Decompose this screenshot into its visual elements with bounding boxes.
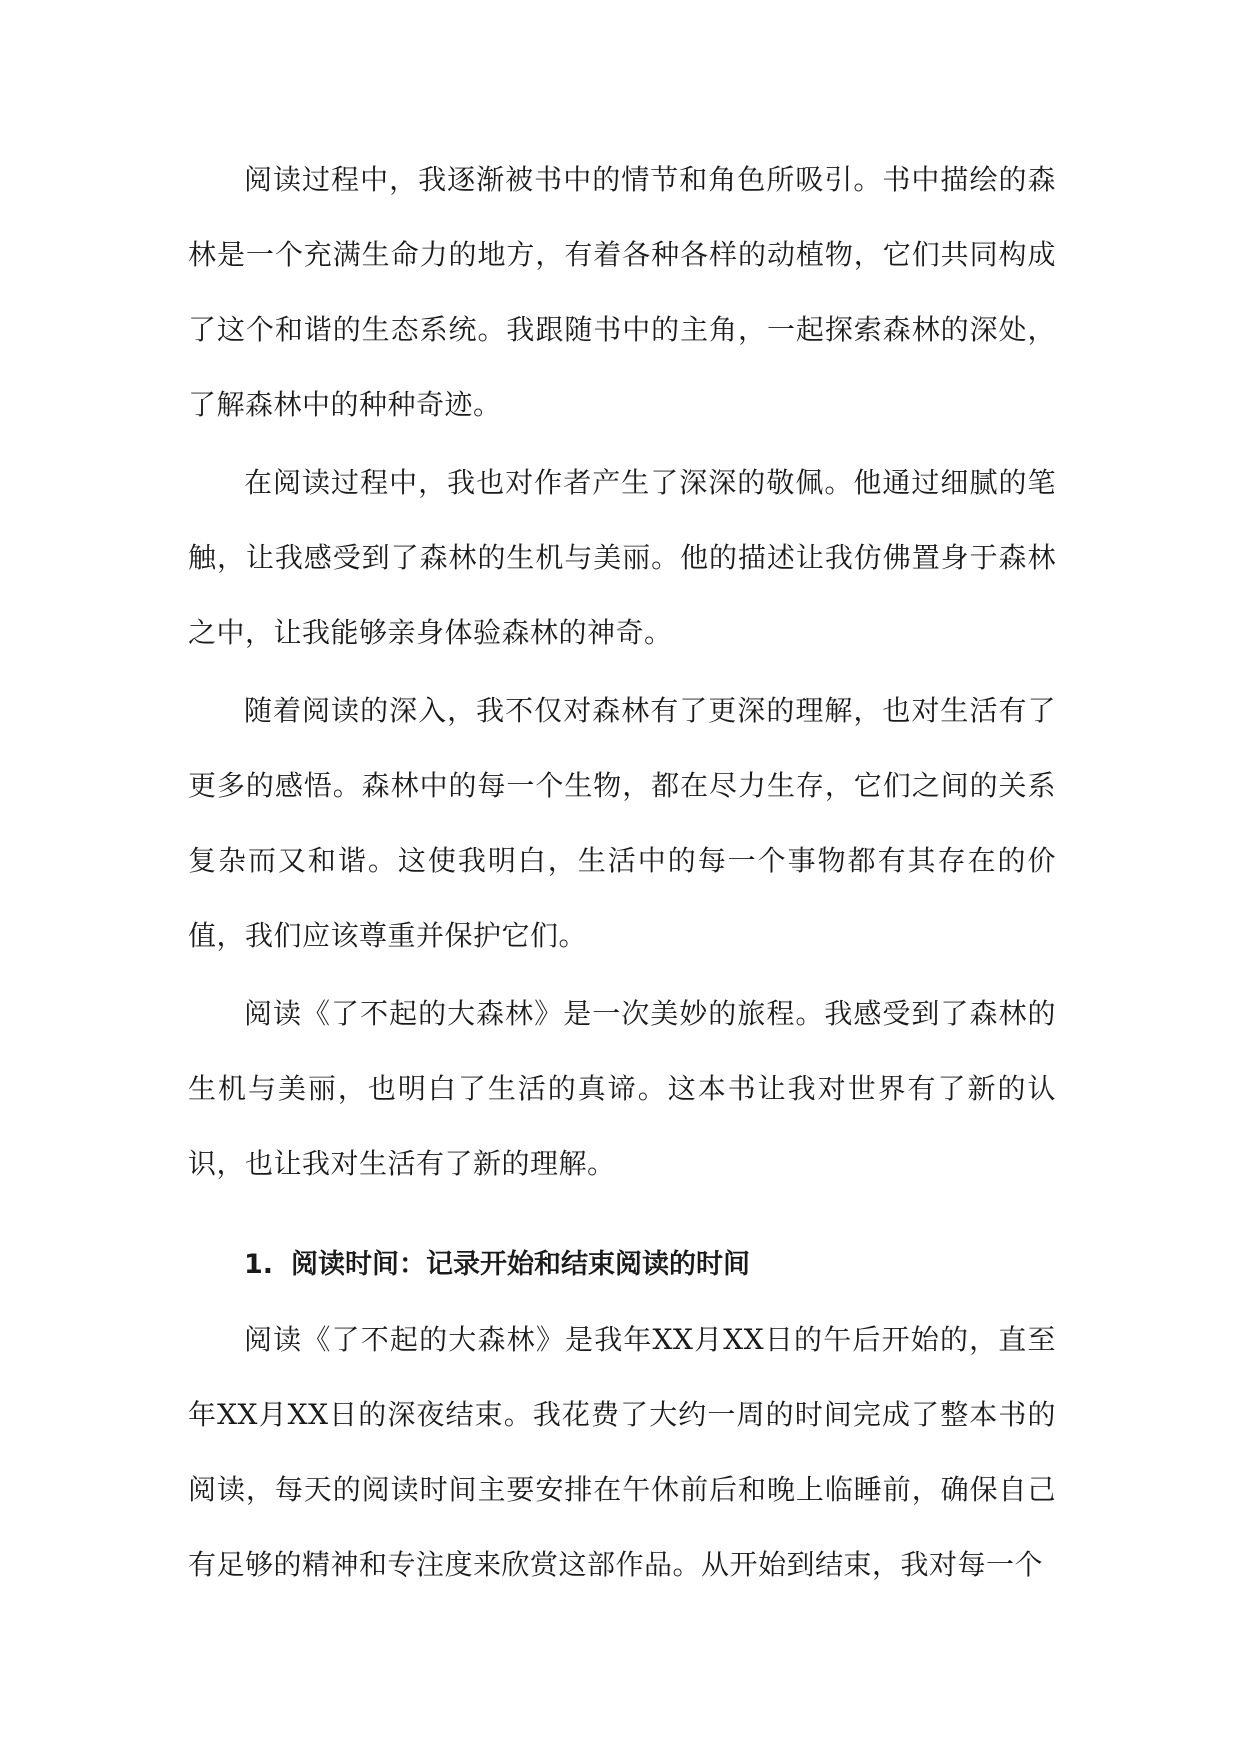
document-body <box>188 142 1056 1605</box>
section-heading-number: 1. <box>244 1249 274 1280</box>
paragraph-summary: 阅读《了不起的大森林》是一次美妙的旅程。我感受到了森林的生机与美丽，也明白了生活的真谛。这本书让我对世界有了新的认识，也让我对生活有了新的理解。 <box>188 997 1056 1180</box>
paragraph-reading-process: 阅读过程中，我逐渐被书中的情节和角色所吸引。书中描绘的森林是一个充满生命力的地方，有着各种各样的动植物，它们共同构成了这个和谐的生态系统。我跟随书中的主角，一起探索森林的深处，了解森林中的种种奇迹。 <box>188 163 1056 421</box>
section-heading-text: 阅读时间：记录开始和结束阅读的时间 <box>291 1249 751 1280</box>
paragraph-admiration: 在阅读过程中，我也对作者产生了深深的敬佩。他通过细腻的笔触，让我感受到了森林的生机与美丽。他的描述让我仿佛置身于森林之中，让我能够亲身体验森林的神奇。 <box>188 466 1056 649</box>
section-heading <box>188 1227 1056 1302</box>
paragraph-insight: 随着阅读的深入，我不仅对森林有了更深的理解，也对生活有了更多的感悟。森林中的每一个生物，都在尽力生存，它们之间的关系复杂而又和谐。这使我明白，生活中的每一个事物都有其存在的价值，我们应该尊重并保护它们。 <box>188 694 1056 952</box>
paragraph-reading-time: 阅读《了不起的大森林》是我年XX月XX日的午后开始的，直至年XX月XX日的深夜结束。我花费了大约一周的时间完成了整本书的阅读，每天的阅读时间主要安排在午休前后和晚上临睡前，确保自己有足够的精神和专注度来欣赏这部作品。从开始到结束，我对每一个 <box>188 1323 1056 1581</box>
